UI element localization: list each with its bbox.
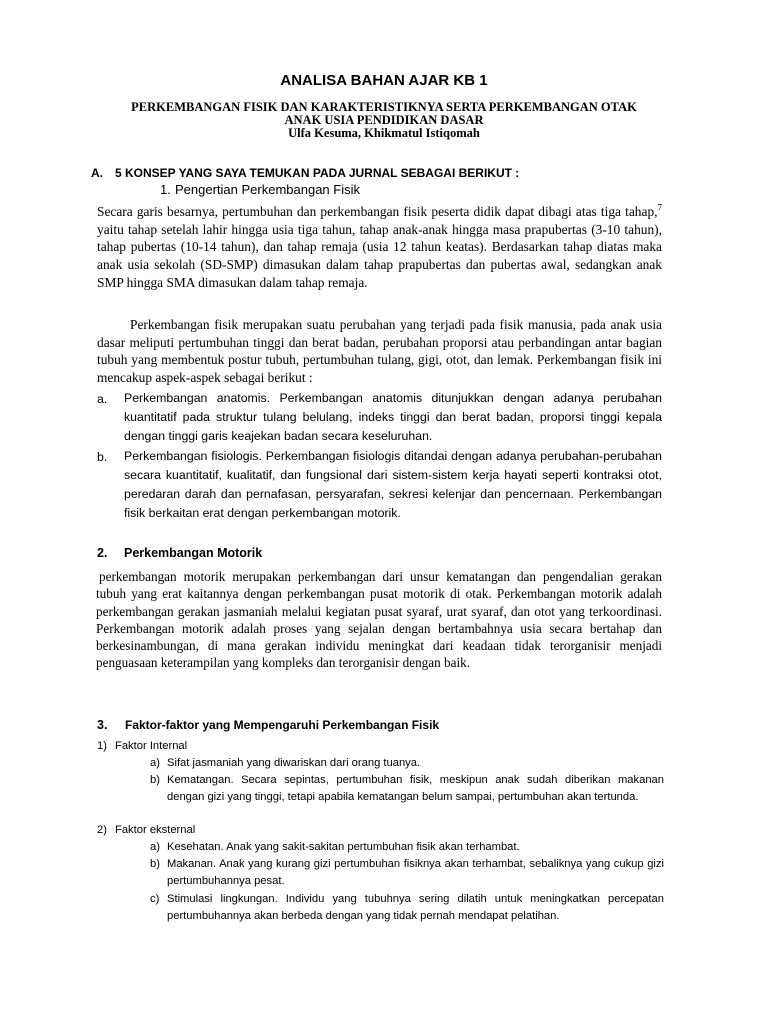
point1-number: 1. [160,182,171,197]
point1-heading: Pengertian Perkembangan Fisik [175,182,360,197]
point1-paragraph1-text-b: yaitu tahap setelah lahir hingga usia tiga tahun, tahap anak-anak hingga masa prapubertas (3-10 tahun), tahap pubertas (10-14 tahun), dan tahap remaja (usia 12 tahun keatas). Berdasarkan tahap diatas maka anak usia sekolah (SD-SMP) dimasukan dalam tahap prapubertas dan pubertas awal, sedangkan anak SMP hingga SMA dimasukan dalam tahap remaja. [97,221,662,290]
point1-paragraph1-text-a: Secara garis besarnya, pertumbuhan dan perkembangan fisik peserta didik dapat dibagi atas tiga tahap, [97,204,658,219]
point1-paragraph1 [97,203,662,292]
point1-paragraph2: Perkembangan fisik merupakan suatu perubahan yang terjadi pada fisik manusia, pada anak usia dasar meliputi pertumbuhan tinggi dan berat badan, perubahan proporsi atau perbandingan antar bagian tubuh yang membentuk postur tubuh, pertumbuhan tulang, gigi, otot, dan lemak. Perkembangan fisik ini mencakup aspek-aspek sebagai berikut : [97,317,662,386]
section-a-heading: 5 KONSEP YANG SAYA TEMUKAN PADA JURNAL SEBAGAI BERIKUT : [115,166,520,180]
section-a-marker: A. [91,166,103,180]
item-a-text: Perkembangan anatomis. Perkembangan anatomis ditunjukkan dengan adanya perubahan kuantitatif pada struktur tulang belulang, indeks tinggi dan berat badan, proporsi tinggi kepala dengan tinggi garis keajekan badan secara keseluruhan. [124,391,662,443]
item-a-marker: a. [97,392,108,406]
group2-item-a-marker: a) [150,841,160,853]
group2-marker: 2) [97,824,107,836]
point2-paragraph: perkembangan motorik merupakan perkembangan dari unsur kematangan dan pengendalian gerakan tubuh yang erat kaitannya dengan perkembangan pusat motorik di otak. Perkembangan motorik adalah perkembangan gerakan jasmaniah melalui kegiatan pusat syaraf, urat syaraf, dan otot yang terkoordinasi. Perkembangan motorik adalah proses yang sejalan dengan bertambahnya usia secara bertahap dan berkesinambungan, di mana gerakan individu meningkat dari keadaan tidak terorganisir menjadi penguasaan keterampilan yang kompleks dan terorganisir dengan baik. [96,569,662,671]
item-b-text: Perkembangan fisiologis. Perkembangan fisiologis ditandai dengan adanya perubahan-perubahan secara kuantitatif, kualitatif, dan fungsional dari sistem-sistem kerja hayati seperti kontraksi otot, peredaran darah dan pernafasan, persyarafan, sekresi kelenjar dan pencernaan. Perkembangan fisik berkaitan erat dengan perkembangan motorik. [124,449,662,520]
group2-item-b-text: Makanan. Anak yang kurang gizi pertumbuhan fisiknya akan terhambat, sebaliknya yang cukup gizi pertumbuhannya pesat. [167,858,664,887]
document-subtitle-line1: PERKEMBANGAN FISIK DAN KARAKTERISTIKNYA SERTA PERKEMBANGAN OTAK [131,100,637,114]
footnote-ref: 7 [657,202,662,213]
item-b-marker: b. [97,450,108,464]
group1-item-b-marker: b) [150,774,160,786]
group1-item-a-text: Sifat jasmaniah yang diwariskan dari orang tuanya. [167,757,421,769]
group1-item-a-marker: a) [150,757,160,769]
point2-number: 2. [97,546,108,560]
group2-label: Faktor eksternal [115,824,196,836]
group2-item-c-text: Stimulasi lingkungan. Individu yang tubuhnya sering dilatih untuk meningkatkan percepatan pertumbuhannya akan berbeda dengan yang tidak pernah mendapat pelatihan. [167,893,664,922]
group2-item-a-text: Kesehatan. Anak yang sakit-sakitan pertumbuhan fisik akan terhambat. [167,841,520,853]
point3-heading: Faktor-faktor yang Mempengaruhi Perkembangan Fisik [125,718,440,732]
document-title: ANALISA BAHAN AJAR KB 1 [280,72,488,89]
group1-item-b-text: Kematangan. Secara sepintas, pertumbuhan fisik, meskipun anak sudah diberikan makanan dengan gizi yang tinggi, tetapi apabila kematangan belum sampai, pertumbuhan akan tertunda. [167,774,664,803]
document-subtitle-line2: ANAK USIA PENDIDIKAN DASAR [284,113,484,127]
document-authors: Ulfa Kesuma, Khikmatul Istiqomah [288,126,480,140]
point2-heading: Perkembangan Motorik [124,546,263,560]
point3-number: 3. [97,718,108,732]
group2-item-c-marker: c) [150,893,160,905]
group1-label: Faktor Internal [115,740,188,752]
group2-item-b-marker: b) [150,858,160,870]
group1-marker: 1) [97,740,107,752]
